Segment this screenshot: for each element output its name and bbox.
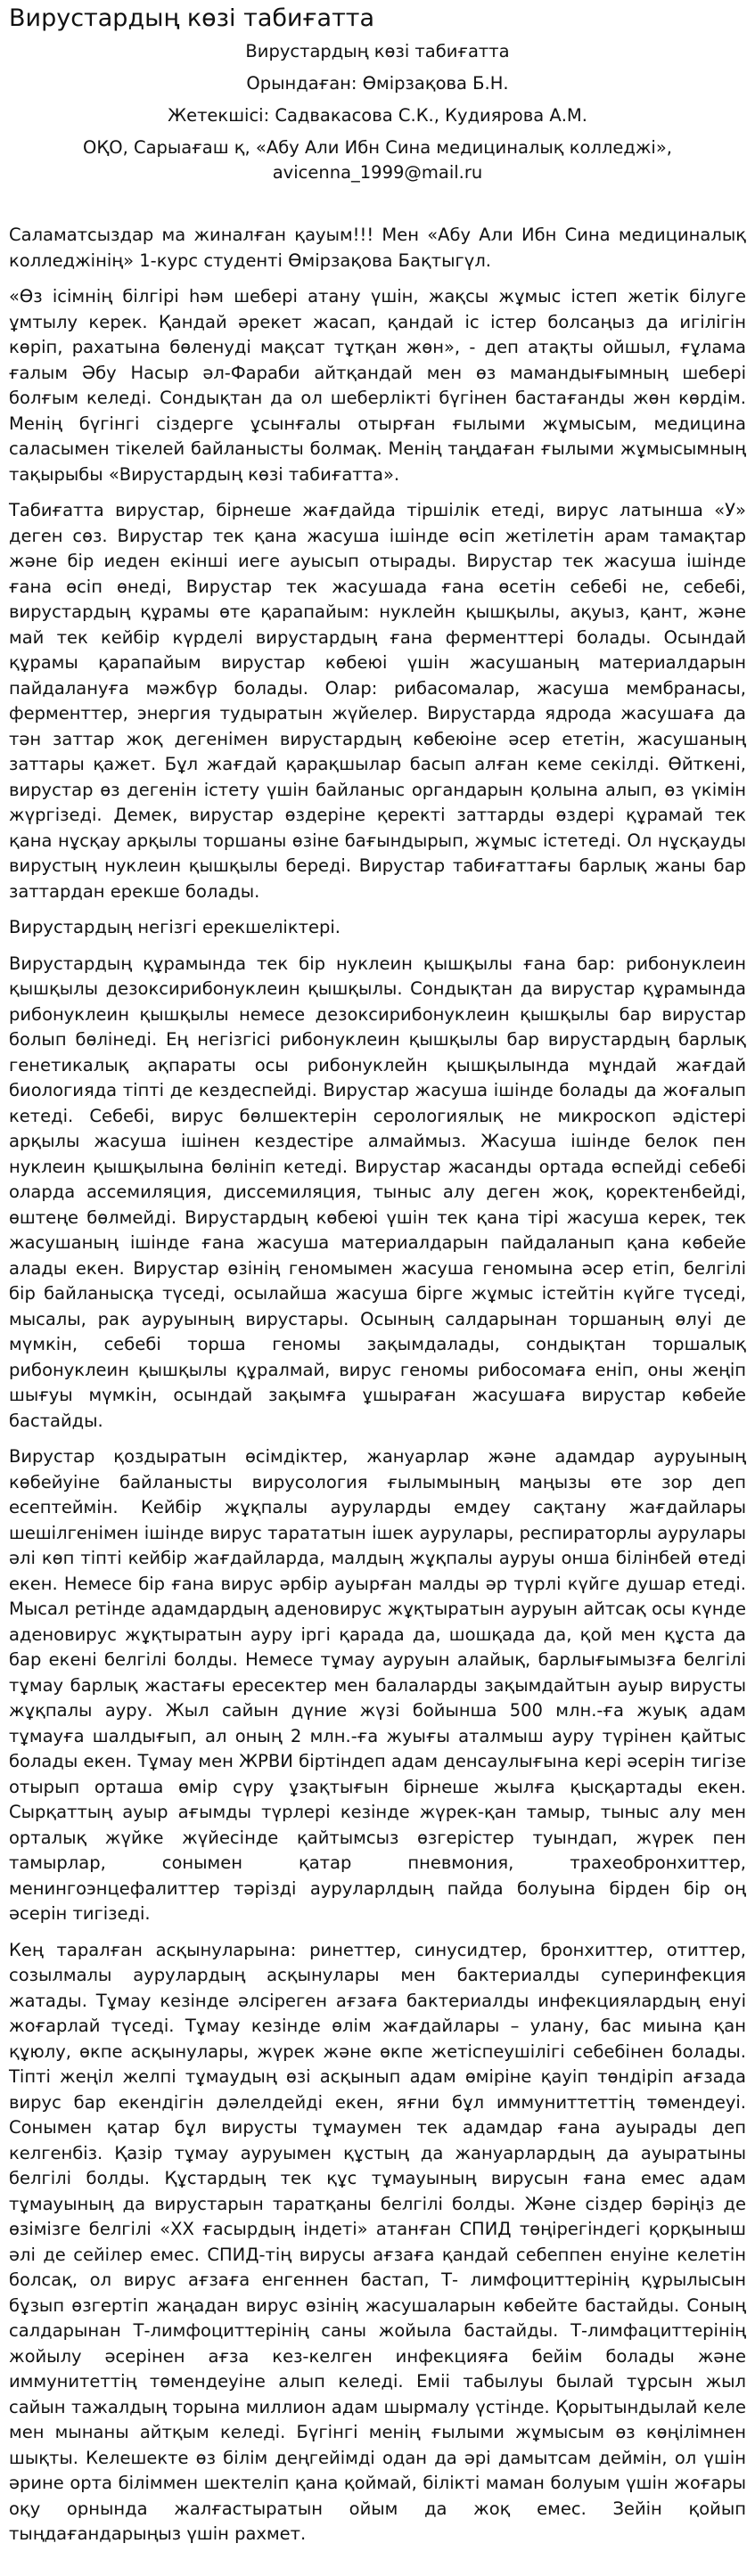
- email-line: avicenna_1999@mail.ru: [272, 162, 483, 183]
- supervisors-line: Жетекшісі: Садвакасова С.К., Кудиярова А.М.: [168, 105, 587, 126]
- paragraph-greeting: Саламатсыздар ма жиналған қауым!!! Мен «Абу Али Ибн Сина медициналық колледжінің» 1-курс студенті Өмірзақова Бақтыгүл.: [9, 225, 746, 271]
- spacer: [9, 196, 746, 223]
- page-title: Вирустардың көзі табиғатта: [9, 4, 375, 32]
- section-heading-features: Вирустардың негізгі ерекшеліктері.: [9, 917, 341, 937]
- document-subtitle: Вирустардың көзі табиғатта: [245, 41, 510, 61]
- paragraph-features: Вирустардың құрамында тек бір нуклеин қышқылы ғана бар: рибонуклеин қышқылы дезоксирибонуклеин қышқылы. Сондықтан да вирустар құрамында рибонуклеин қышқылы немесе дезоксирибонуклеин қышқылы бар вирустар болып бөлінеді. Ең негізгісі рибонуклеин қышқылы бар вирустардың барлық генетикалық ақпараты осы рибонуклейн қышқылында мұндай жағдай биологияда тіпті де кездеспейді. Вирустар жасуша ішінде болады да жоғалып кетеді. Себебі, вирус бөлшектерін серологиялық не микроскоп әдістері арқылы жасуша ішінен кездестіре алмаймыз. Жасуша ішінде белок пен нуклеин қышқылына бөлініп кетеді. Вирустар жасанды ортада өспейді себебі оларда ассемиляция, диссемиляция, тыныс алу деген жоқ, қоректенбейді, өштеңе бөлмейді. Вирустардың көбеюі үшін тек қана тірі жасуша керек, тек жасушаның ішінде ғана жасуша материалдарын пайдаланып қана көбейе алады екен. Вирустар өзінің геномымен жасуша геномына әсер етіп, белгілі бір байланысқа түседі, осылайша жасуша бірге жұмыс істейтін күйге түседі, мысалы, рак ауруының вирустары. Осының салдарынан торшаның өлуі де мүмкін, себебі торша геномы зақымдалады, сондықтан торшалық рибонуклеин қышқылы құралмай, вирус геномы рибосомаға еніп, оны жеңіп шығуы мүмкін, осындай зақымға ұшыраған жасушаға вирустар көбейе бастайды.: [9, 953, 746, 1431]
- author-line: Орындаған: Өмірзақова Б.Н.: [246, 73, 509, 94]
- paragraph-intro: «Өз ісімнің білгірі һәм шебері атану үшін, жақсы жұмыс істеп жетік білуге ұмтылу керек. Қандай әрекет жасап, қандай іс істер болсаңыз да игілігін көріп, рахатына бөленуді мақсат тұтқан жөн», - деп атақты ойшыл, ғұлама ғалым Әбу Насыр әл-Фараби айтқандай мен өз мамандығымның шебері болғым келеді. Сондықтан да ол шеберлікті бүгінен бастағанды жөн көрдім. Менің бүгінгі сіздерге ұсынғалы отырған ғылыми жұмысым, медицина саласымен тікелей байланысты болмақ. Менің таңдаған ғылыми жұмысымның тақырыбы «Вирустардың көзі табиғатта».: [9, 286, 746, 485]
- paragraph-diseases: Вирустар қоздыратын өсімдіктер, жануарлар және адамдар ауруының көбейуіне байланысты вирусология ғылымының маңызы өте зор деп есептеймін. Кейбір жұқпалы ауруларды емдеу сақтану жағдайлары шешілгенімен ішінде вирус тарататын ішек аурулары, респираторлы аурулары әлі көп тіпті кейбір жағдайларда, малдың жұқпалы ауруы онша білінбей өтеді екен. Немесе бір ғана вирус әрбір ауырған малды әр түрлі күйге душар етеді. Мысал ретінде адамдардың аденовирус жұқтыратын ауруын айтсақ осы күнде аденовирус жұқтыратын ауру іргі қарада да, шошқада да, қой мен құста да бар екені белгілі болды. Немесе тұмау ауруын алайық, барлығымызға белгілі тұмау барлық жастағы ересектер мен балаларды зақымдайтын ауыр вирусты жұқпалы ауру. Жыл сайын дүние жүзі бойынша 500 млн.-ға жуық адам тұмауға шалдығып, ал оның 2 млн.-ға жуығы аталмыш ауру түрінен қайтыс болады екен. Тұмау мен ЖРВИ біртіндеп адам денсаулығына кері әсерін тигізе отырып орташа өмір сүру ұзақтығын бірнеше жылға қысқартады екен. Сырқаттың ауыр ағымды түрлері кезінде жүрек-қан тамыр, тыныс алу мен орталық жүйке жүйесінде қайтымсыз өзгерістер туындап, жүрек пен тамырлар, сонымен қатар пневмония, трахеобронхиттер, менингоэнцефалиттер тәрізді ауруларлдың пайда болуына бірден бір оң әсерін тигізеді.: [9, 1446, 746, 1924]
- paragraph-viruses-in-nature: Табиғатта вирустар, бірнеше жағдайда тіршілік етеді, вирус латынша «У» деген сөз. Вирустар тек қана жасуша ішінде өсіп жетілетін арам тамақтар және бір иеден екінші иеге ауысып отырады. Вирустар тек жасуша ішінде ғана өсіп өнеді, Вирустар тек жасушада ғана өсетін себебі не, себебі, вирустардың құрамы өте қарапайым: нуклейн қышқылы, ақуыз, қант, және май тек кейбір күрделі вирустардың ғана ферменттері болады. Осындай құрамы қарапайым вирустар көбеюі үшін жасушаның материалдарын пайдалануға мәжбүр болады. Олар: рибасомалар, жасуша мембранасы, ферменттер, энергия тудыратын жүйелер. Вирустарда ядрода жасушаға да тән заттар жоқ дегенімен вирустардың көбеюіне әсер ететін, жасушаның заттары қажет. Бұл жағдай қарақшылар басып алған кеме секілді. Өйткені, вирустар өз дегенін істету үшін байланыс органдарын қолына алып, өз үкімін жүргізеді. Демек, вирустар өздеріне қеректі заттарды өздері құрамай тек қана нұсқау арқылы торшаны өзіне бағындырып, жұмыс істетеді. Ол нұсқауды вирустың нуклеин қышқылы береді. Вирустар табиғаттағы барлық жаны бар заттардан ерекше болады.: [9, 500, 746, 902]
- affiliation-line: ОҚО, Сарыағаш қ, «Абу Али Ибн Сина медициналық колледжі»,: [83, 137, 672, 158]
- paragraph-complications: Кең таралған асқынуларына: ринеттер, синусидтер, бронхиттер, отиттер, созылмалы аурулардың асқынулары мен бактериалды суперинфекция жатады. Тұмау кезінде әлсіреген ағзаға бактериалды инфекциялардың енуі жоғарлай түседі. Тұмау кезінде өлім жағдайлары – улану, бас миына қан құюлу, өкпе асқынулары, жүрек және өкпе жетіспеушілігі себебінен болады. Тіпті жеңіл желпі тұмаудың өзі асқынып адам өміріне қауіп төндіріп ағзада вирус бар екендігін дәлелдейді екен, яғни бұл иммуниттеттің төмендеуі. Сонымен қатар бұл вирусты тұмаумен тек адамдар ғана ауырады деп келгенбіз. Қазір тұмау ауруымен құстың да жануарлардың да ауыратыны белгілі болды. Құстардың тек құс тұмауының вирусын ғана емес адам тұмауының да вирустарын таратқаны белгілі болды. Және сіздер бәріңіз де өзімізге белгілі «ХХ ғасырдың індеті» атанған СПИД төңірегіндегі қорқыныш әлі де сейілер емес. СПИД-тің вирусы ағзаға қандай себеппен енуіне келетін болсақ, ол вирус ағзаға енгеннен бастап, Т- лимфоциттерінің құрылысын бұзып өзгертіп жаңадан вирус өзінің жасушаларын көбейте бастайды. Соның салдарынан Т-лимфоциттерінің саны жойыла бастайды. Т-лимфациттерінің жойылу әсерінен ағза кез-келген инфекцияға бейім болады және иммунитеттің төмендеуіне алып келеді. Еміі табылуы былай тұрсын жыл сайын тажалдың торына миллион адам шырмалу үстінде. Қорытындылай келе мен мынаны айтқым келеді. Бүгінгі менің ғылыми жұмысым өз көңілімнен шықты. Келешекте өз білім деңгейімді одан да әрі дамытсам деймін, ол үшін әрине орта біліммен шектеліп қана қоймай, білікті маман болуым үшін жоғары оқу орнында жалғастыратын ойым да жоқ емес. Зейін қойып тыңдағандарыңыз үшін рахмет.: [9, 1939, 746, 2544]
